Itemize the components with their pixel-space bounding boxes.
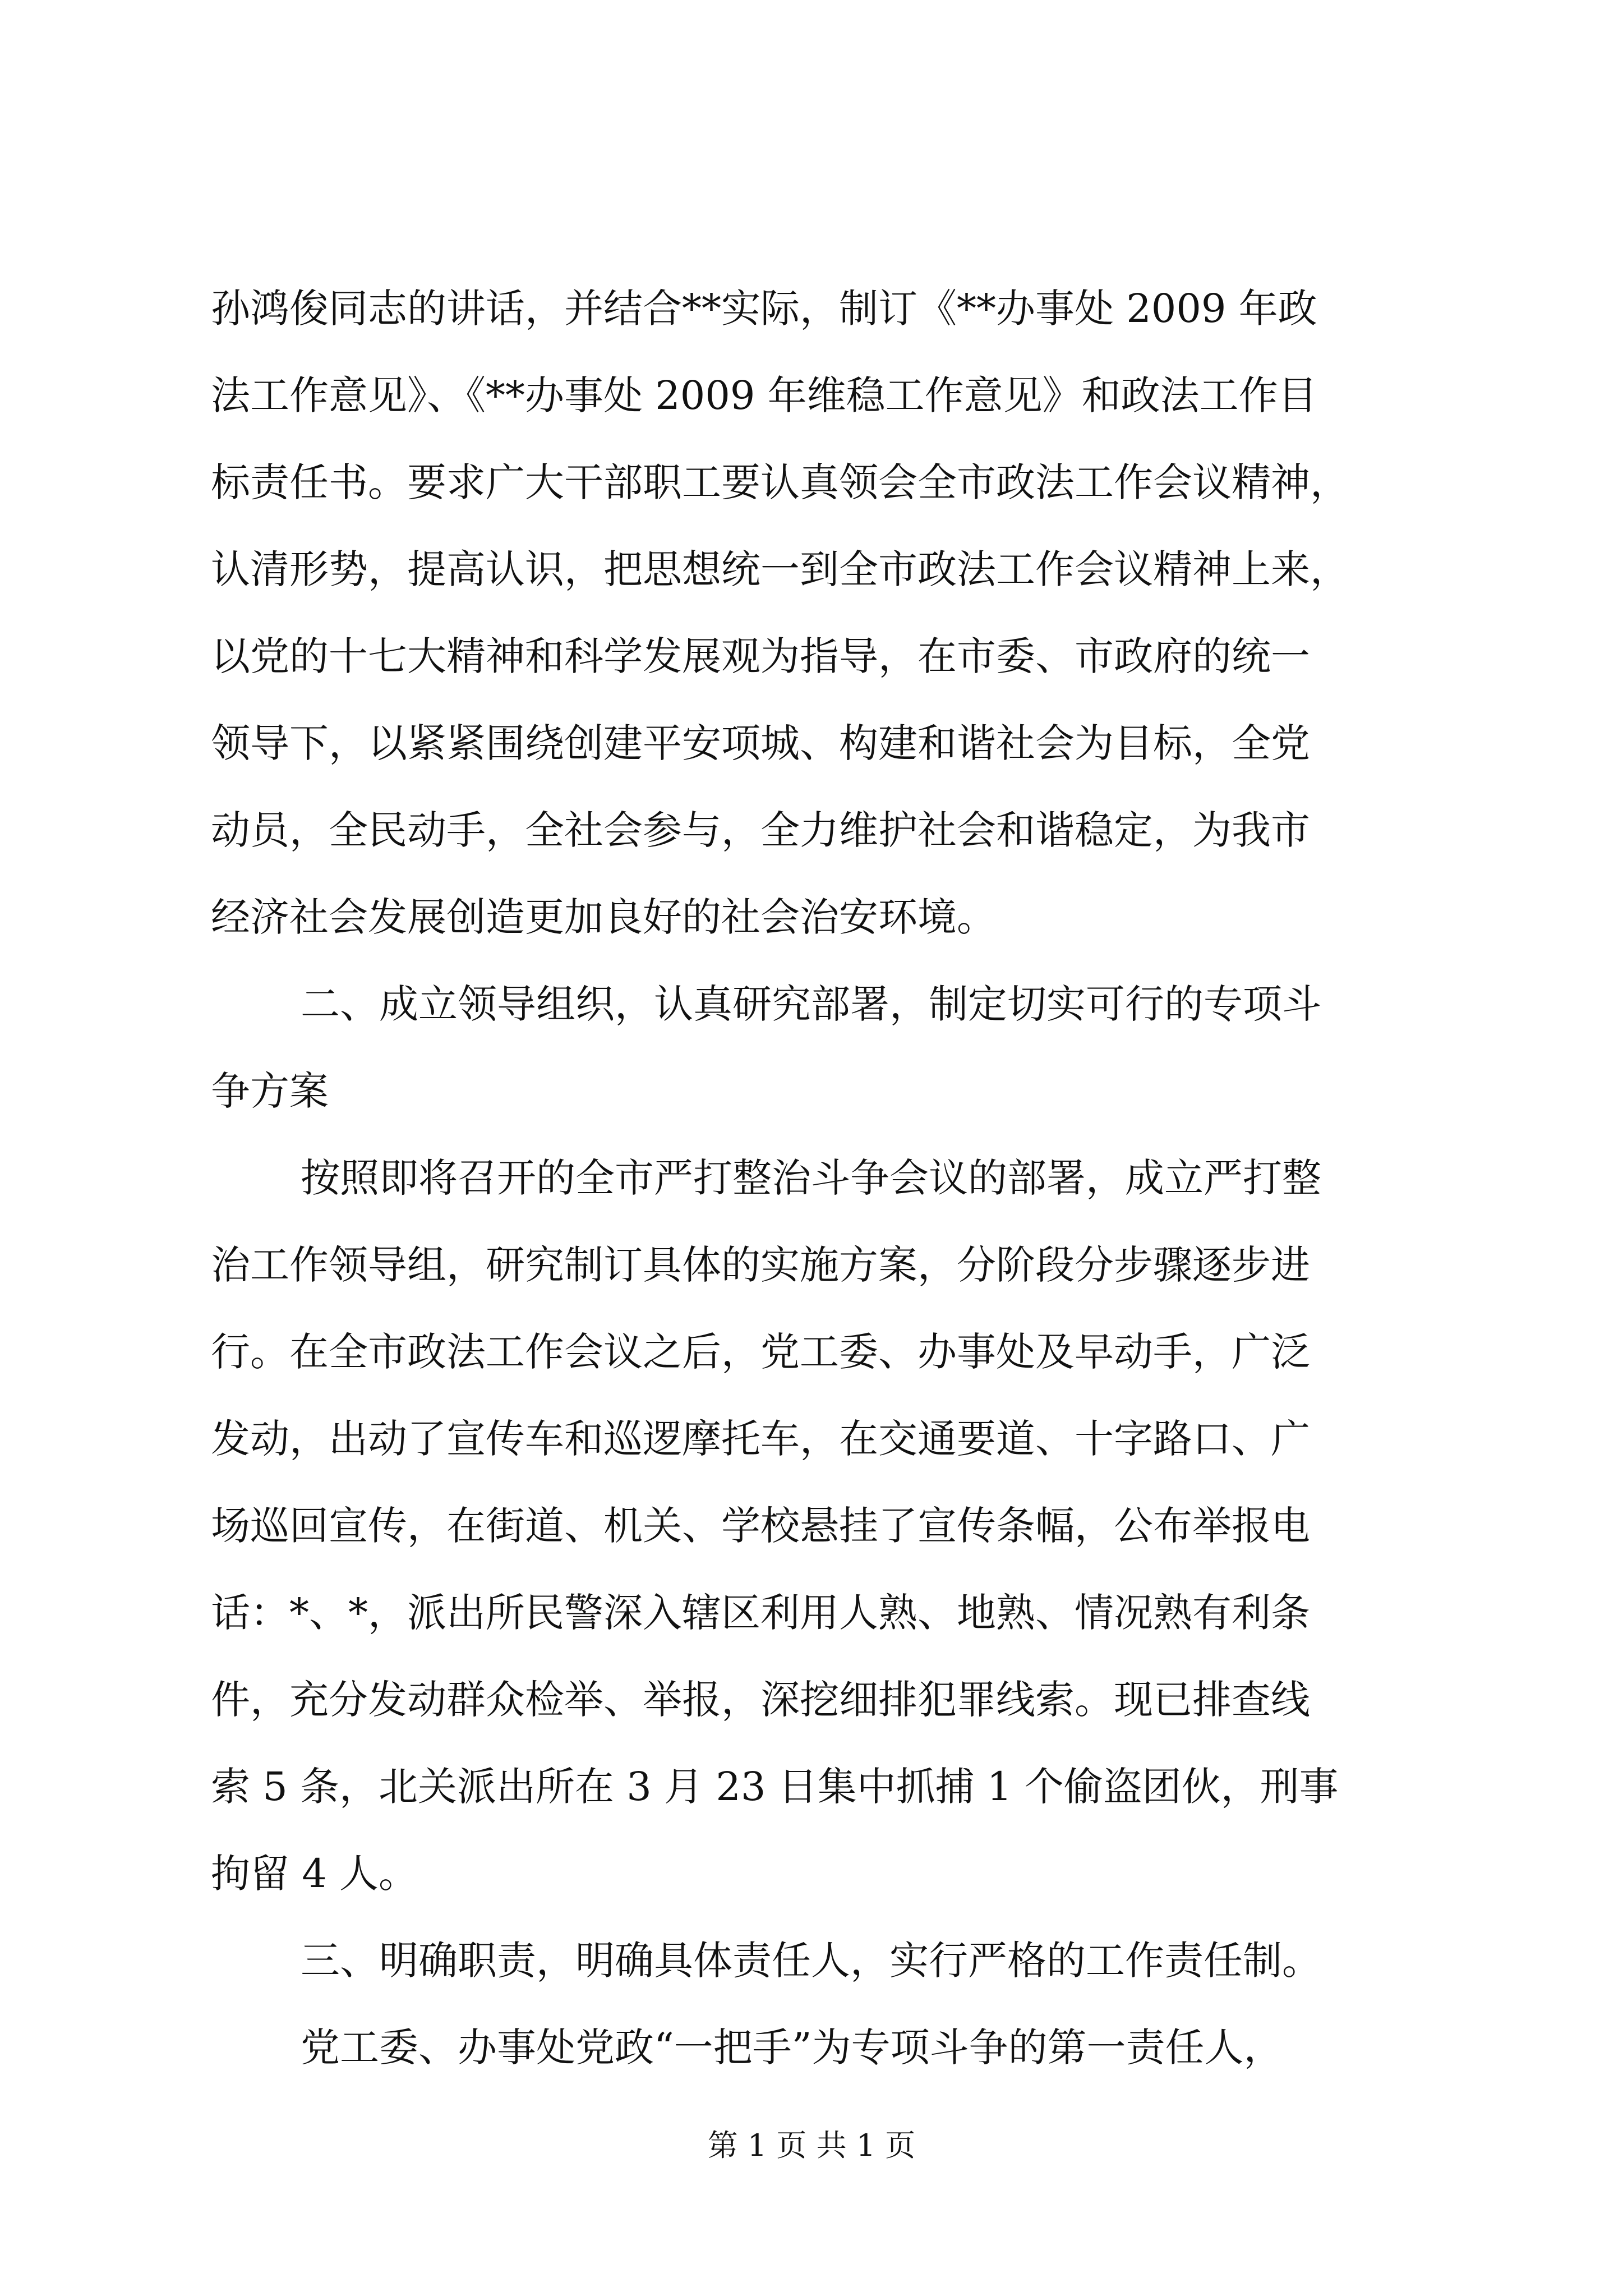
page-number-footer: 第 1 页 共 1 页 (707, 2128, 916, 2163)
body-line: 场巡回宣传，在街道、机关、学校悬挂了宣传条幅，公布举报电 (211, 1503, 1310, 1549)
body-line: 治工作领导组，研究制订具体的实施方案，分阶段分步骤逐步进 (211, 1242, 1310, 1288)
body-line: 按照即将召开的全市严打整治斗争会议的部署，成立严打整 (301, 1155, 1321, 1201)
body-line: 话：*、*，派出所民警深入辖区利用人熟、地熟、情况熟有利条 (211, 1590, 1310, 1636)
body-line: 认清形势，提高认识，把思想统一到全市政法工作会议精神上来， (211, 546, 1349, 592)
section-heading: 三、明确职责，明确具体责任人，实行严格的工作责任制。 (301, 1938, 1321, 1984)
body-line: 经济社会发展创造更加良好的社会治安环境。 (211, 894, 996, 940)
section-heading: 争方案 (211, 1068, 329, 1114)
body-line: 索 5 条，北关派出所在 3 月 23 日集中抓捕 1 个偷盗团伙，刑事 (211, 1764, 1339, 1810)
body-line: 法工作意见》、《**办事处 2009 年维稳工作意见》和政法工作目 (211, 372, 1317, 418)
body-line: 党工委、办事处党政“一把手”为专项斗争的第一责任人， (301, 2024, 1283, 2070)
body-line: 行。在全市政法工作会议之后，党工委、办事处及早动手，广泛 (211, 1329, 1310, 1375)
body-line: 拘留 4 人。 (211, 1851, 418, 1897)
body-line: 以党的十七大精神和科学发展观为指导，在市委、市政府的统一 (211, 633, 1310, 679)
body-line: 发动，出动了宣传车和巡逻摩托车，在交通要道、十字路口、广 (211, 1416, 1310, 1462)
body-line: 标责任书。要求广大干部职工要认真领会全市政法工作会议精神， (211, 459, 1349, 505)
body-line: 件，充分发动群众检举、举报，深挖细排犯罪线索。现已排查线 (211, 1677, 1310, 1723)
section-heading: 二、成立领导组织，认真研究部署，制定切实可行的专项斗 (301, 981, 1321, 1027)
body-line: 领导下，以紧紧围绕创建平安项城、构建和谐社会为目标，全党 (211, 720, 1310, 766)
body-line: 动员，全民动手，全社会参与，全力维护社会和谐稳定，为我市 (211, 807, 1310, 853)
body-line: 孙鸿俊同志的讲话，并结合**实际，制订《**办事处 2009 年政 (211, 286, 1317, 332)
